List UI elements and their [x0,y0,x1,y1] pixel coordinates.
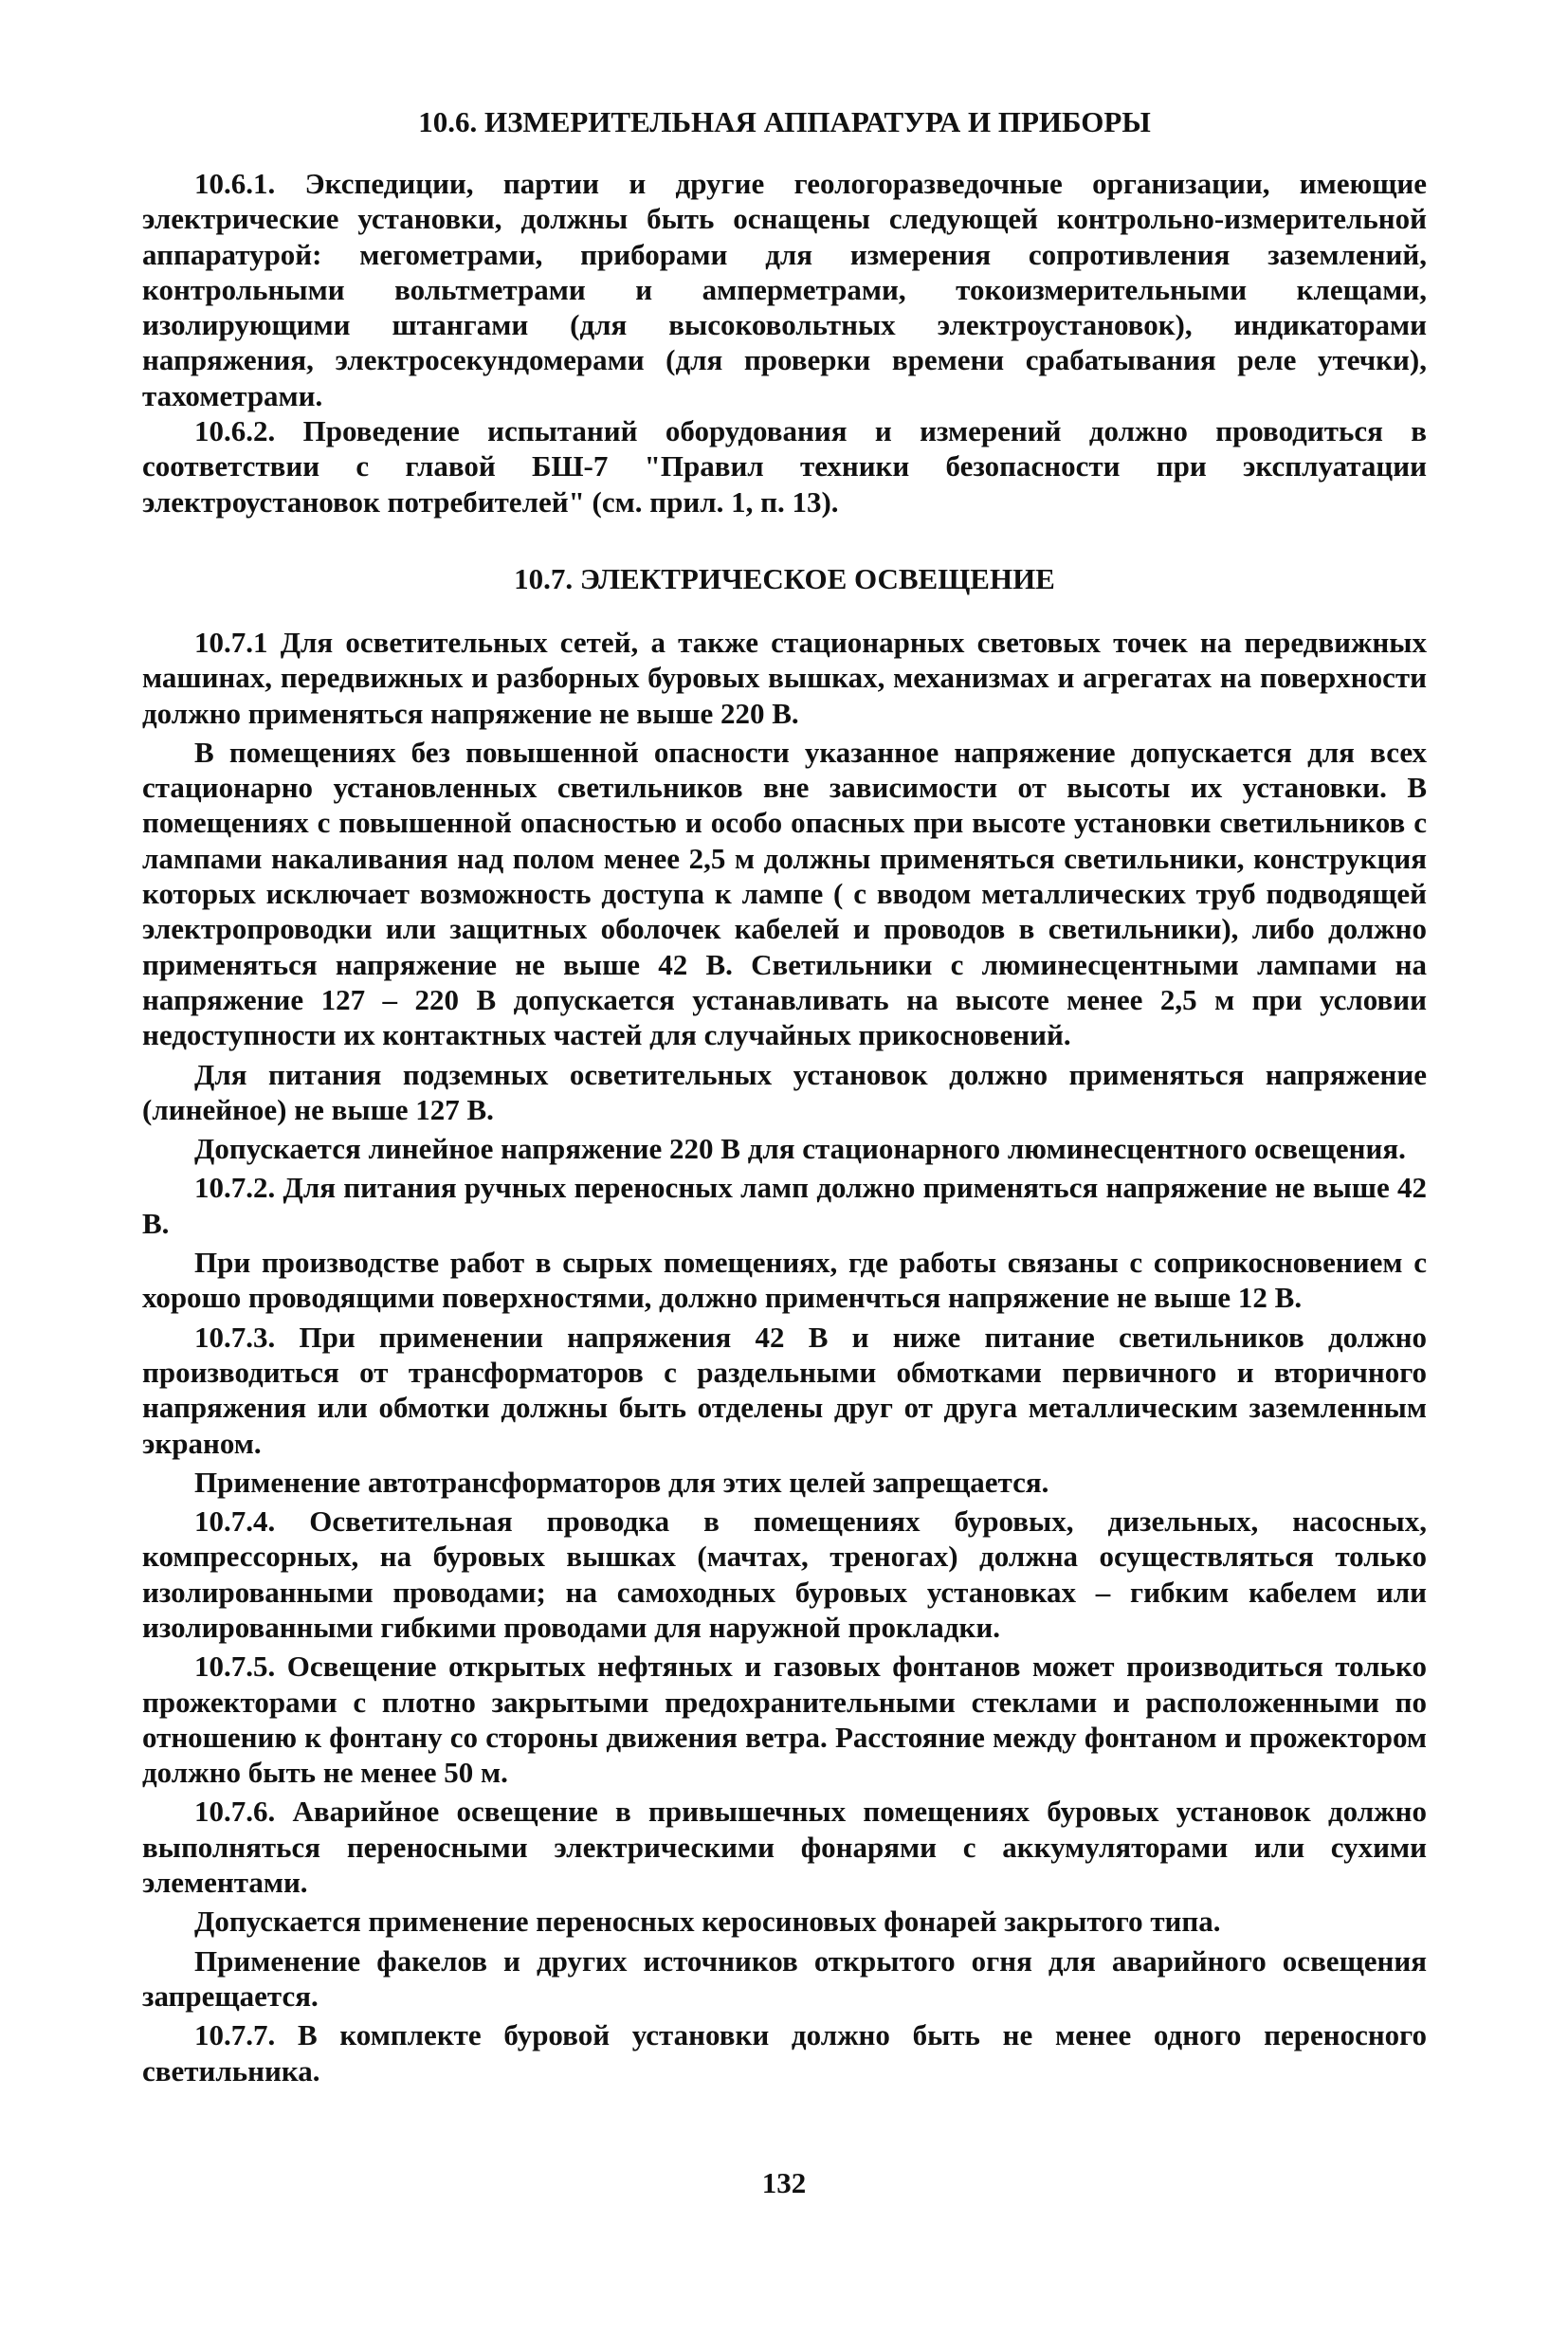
paragraph-open-fire: Применение факелов и других источников открытого огня для аварийного освещения запрещается. [142,1943,1427,2013]
paragraph-10-7-5: 10.7.5. Освещение открытых нефтяных и газовых фонтанов может производиться только прожекторами с плотно закрытыми предохранительными стеклами и расположенными по отношению к фонтану со стороны движения ветра. Расстояние между фонтаном и прожектором должно быть не менее 50 м. [142,1650,1427,1790]
paragraph-10-7-3: 10.7.3. При применении напряжения 42 В и ниже питание светильников должно производиться от трансформаторов с раздельными обмотками первичного и вторичного напряжения или обмотки должны быть отделены друг от друга металлическим заземленным экраном. [142,1320,1427,1460]
paragraph-10-6-1: 10.6.1. Экспедиции, партии и другие геологоразведочные организации, имеющие электрические установки, должны быть оснащены следующей контрольно-измерительной аппаратурой: мегометрами, приборами для измерения сопротивления заземлений, контрольными вольтметрами и амперметрами, токоизмерительными клещами, изолирующими штангами (для высоковольтных электроустановок), индикаторами напряжения, электросекундомерами (для проверки времени срабатывания реле утечки), тахометрами. [142,167,1427,412]
paragraph-10-7-1: 10.7.1 Для осветительных сетей, а также стационарных световых точек на передвижных машинах, передвижных и разборных буровых вышках, механизмах и агрегатах на поверхности должно применяться напряжение не выше 220 В. [142,625,1427,730]
paragraph-fluorescent-lighting: Допускается линейное напряжение 220 В для стационарного люминесцентного освещения. [194,1132,1406,1166]
page-body [142,104,1427,2088]
section-heading-10-7: 10.7. ЭЛЕКТРИЧЕСКОЕ ОСВЕЩЕНИЕ [514,561,1055,595]
paragraph-damp-rooms: При производстве работ в сырых помещениях, где работы связаны с соприкосновением с хорошо проводящими поверхностями, должно применчться напряжение не выше 12 В. [142,1246,1427,1315]
paragraph-10-7-4: 10.7.4. Осветительная проводка в помещениях буровых, дизельных, насосных, компрессорных, на буровых вышках (мачтах, треногах) должна осуществляться только изолированными проводами; на самоходных буровых установках – гибким кабелем или изолированными гибкими проводами для наружной прокладки. [142,1504,1427,1644]
paragraph-10-7-6: 10.7.6. Аварийное освещение в привышечных помещениях буровых установок должно выполняться переносными электрическими фонарями с аккумуляторами или сухими элементами. [142,1795,1427,1900]
page-number: 132 [761,2166,807,2199]
section-heading-10-6: 10.6. ИЗМЕРИТЕЛЬНАЯ АППАРАТУРА И ПРИБОРЫ [418,105,1151,138]
paragraph-underground-lighting: Для питания подземных осветительных установок должно применяться напряжение (линейное) не выше 127 В. [142,1057,1427,1126]
paragraph-indoor-lighting: В помещениях без повышенной опасности указанное напряжение допускается для всех стационарно установленных светильников вне зависимости от высоты их установки. В помещениях с повышенной опасностью и особо опасных при высоте установки светильников с лампами накаливания над полом менее 2,5 м должны применяться светильники, конструкция которых исключает возможность доступа к лампе ( с вводом металлических труб подводящей электропроводки или защитных оболочек кабелей и проводов в светильники), либо должно применяться напряжение не выше 42 В. Светильники с люминесцентными лампами на напряжение 127 – 220 В допускается устанавливать на высоте менее 2,5 м при условии недоступности их контактных частей для случайных прикосновений. [142,735,1427,1052]
paragraph-kerosene-lamps: Допускается применение переносных керосиновых фонарей закрытого типа. [194,1905,1221,1939]
paragraph-10-7-7: 10.7.7. В комплекте буровой установки должно быть не менее одного переносного светильника. [142,2018,1427,2088]
paragraph-autotransformers: Применение автотрансформаторов для этих целей запрещается. [194,1465,1049,1499]
paragraph-10-7-2: 10.7.2. Для питания ручных переносных ламп должно применяться напряжение не выше 42 В. [142,1171,1427,1240]
paragraph-10-6-2: 10.6.2. Проведение испытаний оборудования и измерений должно проводиться в соответствии с главой БШ-7 "Правил техники безопасности при эксплуатации электроустановок потребителей" (см. прил. 1, п. 13). [142,414,1427,519]
